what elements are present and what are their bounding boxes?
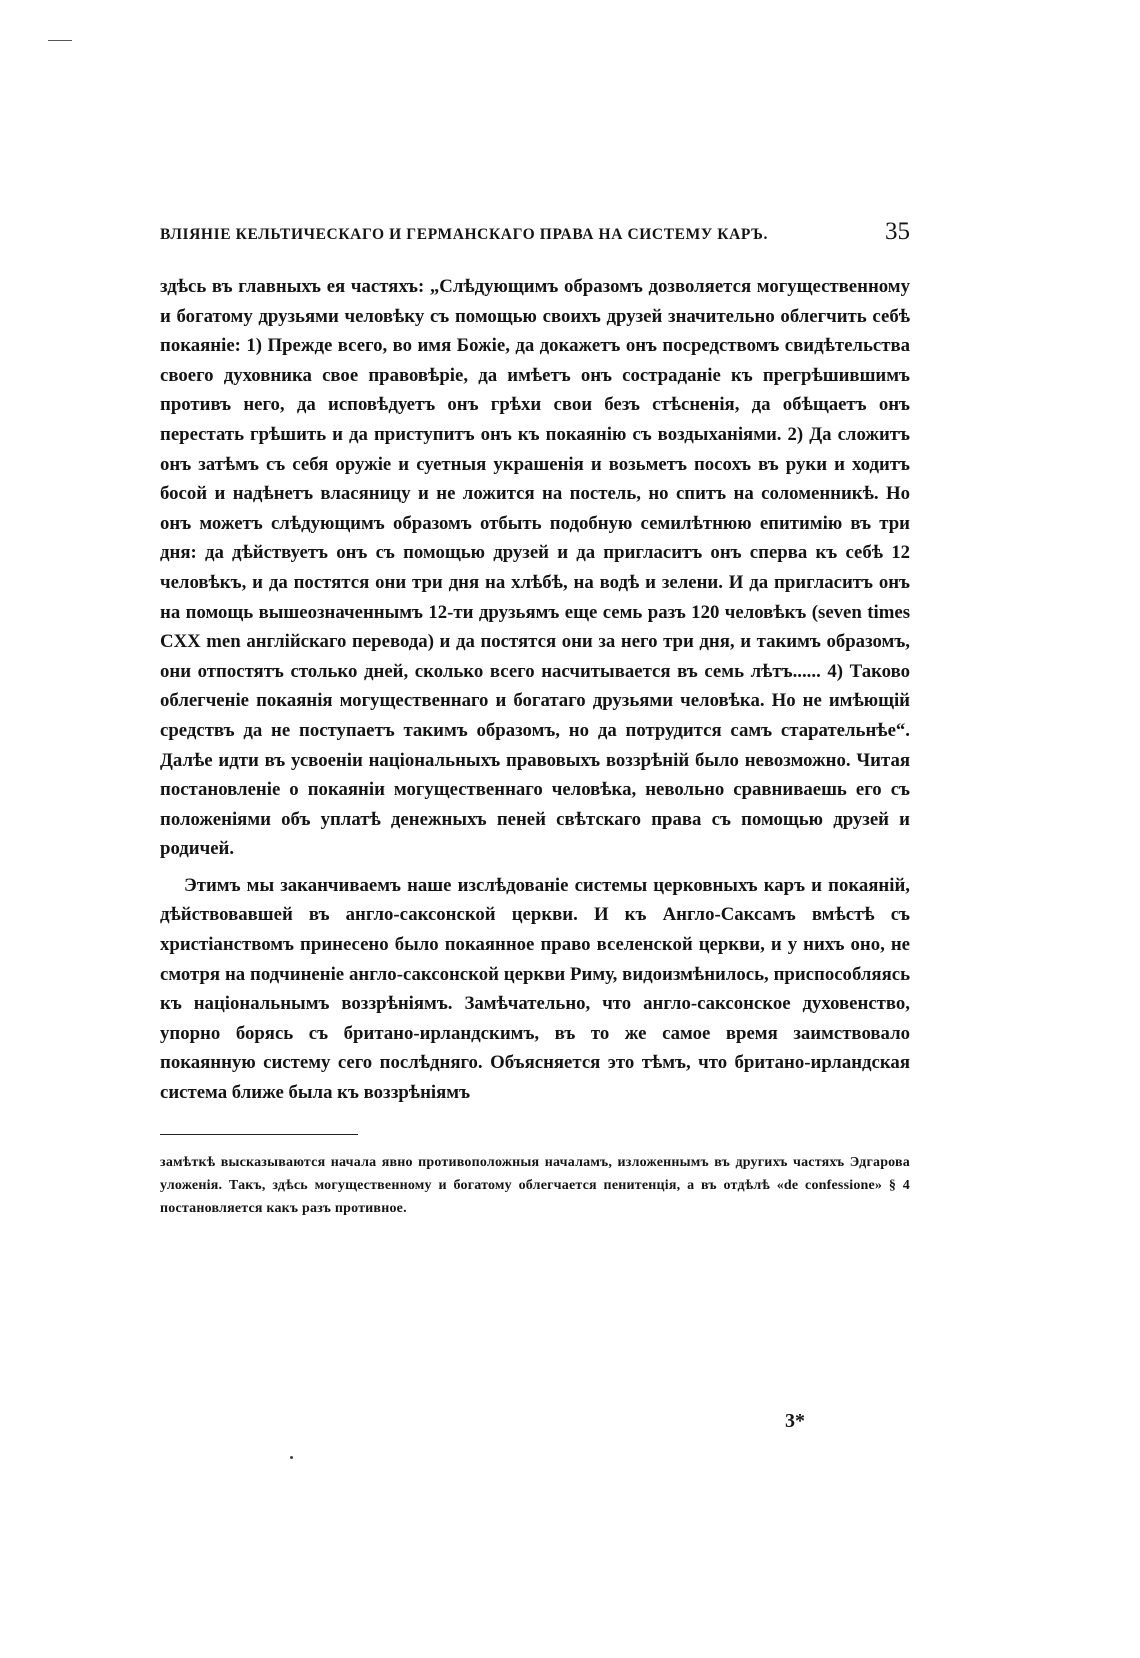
- book-page: [160, 218, 910, 1220]
- print-speck: [290, 1456, 293, 1459]
- page-number: 35: [885, 218, 910, 245]
- paragraph-1: здѣсь въ главныхъ ея частяхъ: „Слѣдующимъ образомъ дозволяется могущественному и богатому друзьями человѣку съ помощью своихъ друзей значительно облегчить себѣ покаяніе: 1) Прежде всего, во имя Божіе, да докажетъ онъ посредствомъ свидѣтельства своего духовника свое правовѣріе, да имѣетъ онъ состраданіе къ прегрѣшившимъ противъ него, да исповѣдуетъ онъ грѣхи свои безъ стѣсненія, да обѣщаетъ онъ перестать грѣшить и да приступитъ онъ къ покаянію съ воздыханіями. 2) Да сложитъ онъ затѣмъ съ себя оружіе и суетныя украшенія и возьметъ посохъ въ руки и ходитъ босой и надѣнетъ власяницу и не ложится на постель, но спитъ на соломенникѣ. Но онъ можетъ слѣдующимъ образомъ отбыть подобную семилѣтнюю епитимію въ три дня: да дѣйствуетъ онъ съ помощью друзей и да пригласитъ онъ сперва къ себѣ 12 человѣкъ, и да постятся они три дня на хлѣбѣ, на водѣ и зелени. И да пригласитъ онъ на помощь вышеозначеннымъ 12-ти друзьямъ еще семь разъ 120 человѣкъ (seven times CXX men англійскаго перевода) и да постятся они за него три дня, и такимъ образомъ, они отпостятъ столько дней, сколько всего насчитывается въ семь лѣтъ...... 4) Таково облегченіе покаянія могущественнаго и богатаго друзьями человѣка. Но не имѣющій средствъ да не поступаетъ такимъ образомъ, но да потрудится самъ старательнѣе“. Далѣе идти въ усвоеніи національныхъ правовыхъ воззрѣній было невозможно. Читая постановленіе о покаяніи могущественнаго человѣка, невольно сравниваешь его съ положеніями объ уплатѣ денежныхъ пеней свѣтскаго права съ помощью друзей и родичей.: [160, 276, 910, 860]
- signature-mark: 3*: [785, 1410, 805, 1432]
- scan-edge-mark: [48, 40, 72, 41]
- paragraph-2: Этимъ мы заканчиваемъ наше изслѣдованіе системы церковныхъ каръ и покаяній, дѣйствовавшей въ англо-саксонской церкви. И къ Англо-Саксамъ вмѣстѣ съ христіанствомъ принесено было покаянное право вселенской церкви, и у нихъ оно, не смотря на подчиненіе англо-саксонской церкви Риму, видоизмѣнилось, приспособляясь къ національнымъ воззрѣніямъ. Замѣчательно, что англо-саксонское духовенство, упорно борясь съ британо-ирландскимъ, въ то же самое время заимствовало покаянную систему сего послѣдняго. Объясняется это тѣмъ, что британо-ирландская система ближе была къ воззрѣніямъ: [160, 874, 910, 1104]
- running-title: ВЛІЯНІЕ КЕЛЬТИЧЕСКАГО И ГЕРМАНСКАГО ПРАВА НА СИСТЕМУ КАРЪ.: [160, 226, 768, 243]
- footnote: замѣткѣ высказываются начала явно противоположныя началамъ, изложеннымъ въ другихъ частяхъ Эдгарова уложенія. Такъ, здѣсь могущественному и богатому облегчается пенитенція, а въ отдѣлѣ «de confessione» § 4 постановляется какъ разъ противное.: [160, 1154, 910, 1216]
- footnote-divider: [160, 1134, 358, 1135]
- running-head: [160, 218, 910, 258]
